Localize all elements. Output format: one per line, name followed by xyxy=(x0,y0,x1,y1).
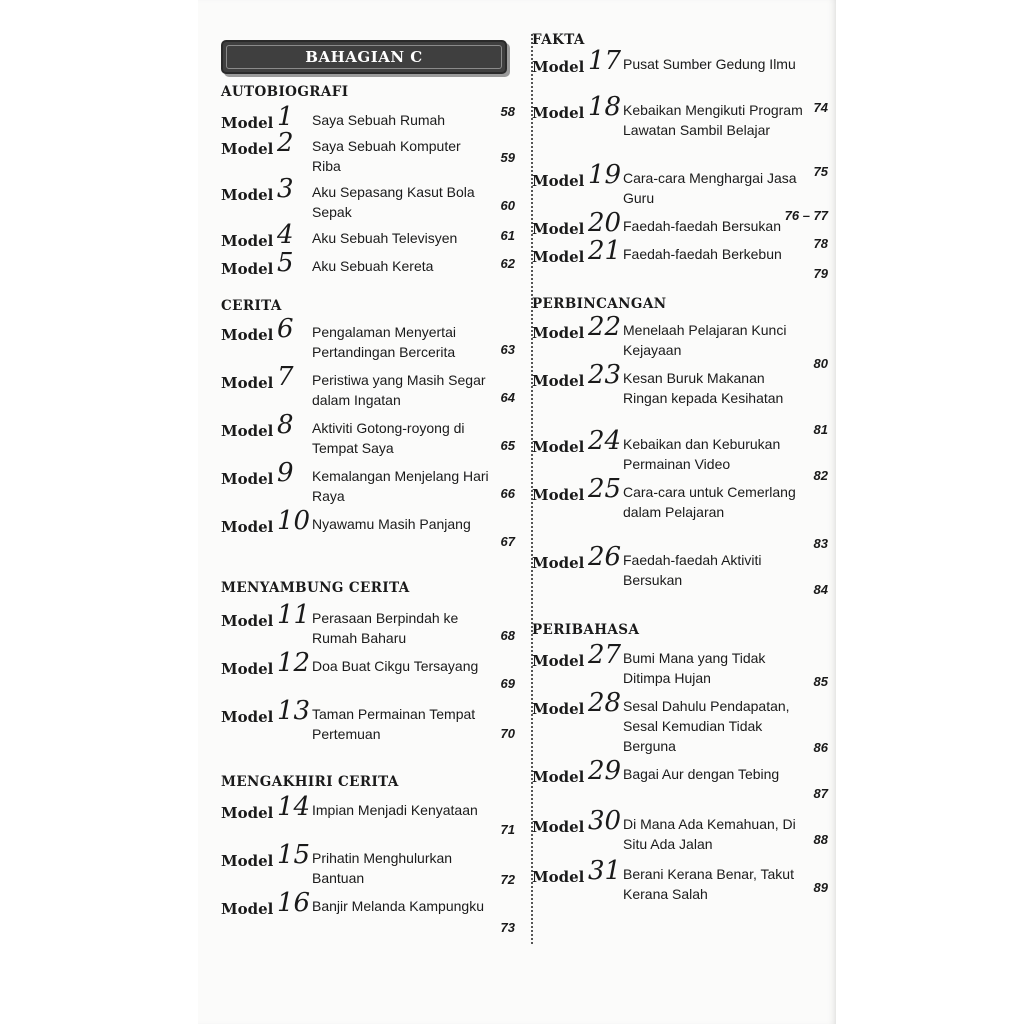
section-heading: FAKTA xyxy=(532,32,585,48)
model-number: 29 xyxy=(588,756,622,786)
model-label: Model xyxy=(532,768,585,786)
toc-entry[interactable] xyxy=(221,174,519,226)
model-number: 25 xyxy=(588,474,622,504)
page-number: 60 xyxy=(500,198,515,213)
toc-entry[interactable] xyxy=(221,128,519,180)
model-number: 2 xyxy=(277,128,294,158)
model-label: Model xyxy=(532,652,585,670)
model-label: Model xyxy=(221,232,274,250)
entry-title: Aku Sebuah Kereta xyxy=(312,258,434,274)
model-label: Model xyxy=(221,140,274,158)
model-label: Model xyxy=(532,58,585,76)
page-number: 67 xyxy=(500,534,515,549)
entry-title: Di Mana Ada Kemahuan, Di Situ Ada Jalan xyxy=(623,816,796,852)
entry-title: Berani Kerana Benar, Takut Kerana Salah xyxy=(623,866,794,902)
toc-entry[interactable] xyxy=(221,648,519,700)
page-number: 86 xyxy=(813,740,828,755)
model-label: Model xyxy=(532,868,585,886)
page-number: 87 xyxy=(813,786,828,801)
model-number: 31 xyxy=(588,856,622,886)
page-number: 61 xyxy=(500,228,515,243)
section-heading: CERITA xyxy=(221,298,282,314)
page-number: 83 xyxy=(813,536,828,551)
entry-title: Banjir Melanda Kampungku xyxy=(312,898,484,914)
page-number: 62 xyxy=(500,256,515,271)
model-label: Model xyxy=(532,438,585,456)
entry-title: Faedah-faedah Bersukan xyxy=(623,218,781,234)
model-number: 27 xyxy=(588,640,622,670)
page-number: 58 xyxy=(500,104,515,119)
toc-entry[interactable] xyxy=(532,640,832,692)
page-number: 79 xyxy=(813,266,828,281)
model-number: 24 xyxy=(588,426,622,456)
entry-title: Cara-cara Menghargai Jasa Guru xyxy=(623,170,797,206)
model-number: 30 xyxy=(588,806,622,836)
model-label: Model xyxy=(221,660,274,678)
page-number: 65 xyxy=(500,438,515,453)
entry-title: Cara-cara untuk Cemerlang dalam Pelajaran xyxy=(623,484,796,520)
page-number: 64 xyxy=(500,390,515,405)
model-number: 12 xyxy=(277,648,311,678)
entry-title: Peristiwa yang Masih Segar dalam Ingatan xyxy=(312,372,486,408)
entry-title: Bumi Mana yang Tidak Ditimpa Hujan xyxy=(623,650,766,686)
entry-title: Saya Sebuah Rumah xyxy=(312,112,446,128)
toc-entry[interactable] xyxy=(532,756,832,808)
model-label: Model xyxy=(532,486,585,504)
entry-title: Kemalangan Menjelang Hari Raya xyxy=(312,468,489,504)
section-heading: PERIBAHASA xyxy=(532,622,640,638)
toc-entry[interactable] xyxy=(532,312,832,371)
toc-entry[interactable] xyxy=(221,600,519,652)
model-label: Model xyxy=(221,326,274,344)
entry-title: Pusat Sumber Gedung Ilmu xyxy=(623,56,796,72)
page-number: 85 xyxy=(813,674,828,689)
model-label: Model xyxy=(221,900,274,918)
entry-title: Impian Menjadi Kenyataan xyxy=(312,802,478,818)
model-number: 18 xyxy=(588,92,622,122)
entry-title: Aku Sebuah Televisyen xyxy=(312,230,458,246)
model-number: 15 xyxy=(277,840,311,870)
toc-entry[interactable] xyxy=(221,314,519,366)
page-number: 70 xyxy=(500,726,515,741)
section-heading: MENGAKHIRI CERITA xyxy=(221,774,399,790)
banner-inner xyxy=(226,45,502,69)
page-number: 80 xyxy=(813,356,828,371)
model-number: 21 xyxy=(588,236,622,266)
page-number: 68 xyxy=(500,628,515,643)
toc-entry[interactable] xyxy=(221,410,519,462)
page-number: 69 xyxy=(500,676,515,691)
entry-title: Doa Buat Cikgu Tersayang xyxy=(312,658,479,674)
toc-entry[interactable] xyxy=(532,688,832,755)
model-number: 4 xyxy=(277,220,294,250)
page-number: 89 xyxy=(813,880,828,895)
page-number: 63 xyxy=(500,342,515,357)
model-number: 5 xyxy=(277,248,294,278)
entry-title: Nyawamu Masih Panjang xyxy=(312,516,471,532)
entry-title: Faedah-faedah Berkebun xyxy=(623,246,782,262)
entry-title: Faedah-faedah Aktiviti Bersukan xyxy=(623,552,762,588)
model-label: Model xyxy=(532,372,585,390)
model-number: 6 xyxy=(277,314,294,344)
model-label: Model xyxy=(221,708,274,726)
model-number: 11 xyxy=(277,600,311,630)
page-number: 81 xyxy=(813,422,828,437)
toc-entry[interactable] xyxy=(221,888,519,940)
page-number: 75 xyxy=(813,164,828,179)
entry-title: Aktiviti Gotong-royong di Tempat Saya xyxy=(312,420,465,456)
section-heading: MENYAMBUNG CERITA xyxy=(221,580,410,596)
model-number: 19 xyxy=(588,160,622,190)
model-label: Model xyxy=(532,700,585,718)
model-label: Model xyxy=(532,324,585,342)
entry-title: Perasaan Berpindah ke Rumah Baharu xyxy=(312,610,459,646)
model-label: Model xyxy=(532,220,585,238)
model-label: Model xyxy=(221,260,274,278)
toc-entry[interactable] xyxy=(532,806,832,858)
model-label: Model xyxy=(221,470,274,488)
page-number: 66 xyxy=(500,486,515,501)
toc-entry[interactable] xyxy=(221,458,519,510)
model-label: Model xyxy=(221,518,274,536)
model-number: 23 xyxy=(588,360,622,390)
model-number: 10 xyxy=(277,506,311,536)
entry-title: Taman Permainan Tempat Pertemuan xyxy=(312,706,476,742)
model-number: 20 xyxy=(588,208,622,238)
entry-title: Saya Sebuah Komputer Riba xyxy=(312,138,461,174)
model-label: Model xyxy=(221,422,274,440)
model-label: Model xyxy=(221,186,274,204)
model-number: 3 xyxy=(277,174,294,204)
model-label: Model xyxy=(532,104,585,122)
page-number: 88 xyxy=(813,832,828,847)
entry-title: Sesal Dahulu Pendapatan, Sesal Kemudian Tidak Berguna xyxy=(623,698,790,754)
model-number: 8 xyxy=(277,410,294,440)
model-number: 28 xyxy=(588,688,622,718)
model-label: Model xyxy=(532,248,585,266)
entry-title: Kesan Buruk Makanan Ringan kepada Kesihatan xyxy=(623,370,784,406)
model-number: 7 xyxy=(277,362,294,392)
model-label: Model xyxy=(221,612,274,630)
model-label: Model xyxy=(532,818,585,836)
page-number: 84 xyxy=(813,582,828,597)
section-heading: PERBINCANGAN xyxy=(532,296,667,312)
section-heading: AUTOBIOGRAFI xyxy=(221,84,349,100)
toc-entry[interactable] xyxy=(221,840,519,892)
toc-entry[interactable] xyxy=(221,248,519,300)
page-number: 74 xyxy=(813,100,828,115)
entry-title: Kebaikan dan Keburukan Permainan Video xyxy=(623,436,781,472)
entry-title: Pengalaman Menyertai Pertandingan Bercerita xyxy=(312,324,456,360)
model-number: 9 xyxy=(277,458,294,488)
model-number: 22 xyxy=(588,312,622,342)
entry-title: Kebaikan Mengikuti Program Lawatan Sambil Belajar xyxy=(623,102,803,138)
page-number: 71 xyxy=(500,822,515,837)
model-label: Model xyxy=(221,114,274,132)
page-number: 59 xyxy=(500,150,515,165)
page-number: 72 xyxy=(500,872,515,887)
toc-entry[interactable] xyxy=(532,856,832,908)
section-banner xyxy=(221,40,507,74)
toc-entry[interactable] xyxy=(221,362,519,414)
model-label: Model xyxy=(532,554,585,572)
entry-title: Menelaah Pelajaran Kunci Kejayaan xyxy=(623,322,787,358)
toc-entry[interactable] xyxy=(221,506,519,558)
banner-title: BAHAGIAN C xyxy=(305,48,423,66)
model-number: 17 xyxy=(588,46,622,76)
model-number: 16 xyxy=(277,888,311,918)
model-label: Model xyxy=(532,172,585,190)
model-number: 1 xyxy=(277,102,294,132)
page-number: 76 – 77 xyxy=(784,208,828,223)
model-number: 13 xyxy=(277,696,311,726)
toc-entry[interactable] xyxy=(221,696,519,748)
entry-title: Bagai Aur dengan Tebing xyxy=(623,766,780,782)
entry-title: Aku Sepasang Kasut Bola Sepak xyxy=(312,184,475,220)
page-number: 73 xyxy=(500,920,515,935)
model-label: Model xyxy=(221,804,274,822)
toc-entry[interactable] xyxy=(221,792,519,844)
page-number: 82 xyxy=(813,468,828,483)
entry-title: Prihatin Menghulurkan Bantuan xyxy=(312,850,453,886)
model-number: 14 xyxy=(277,792,311,822)
model-label: Model xyxy=(221,374,274,392)
page-number: 78 xyxy=(813,236,828,251)
model-number: 26 xyxy=(588,542,622,572)
model-label: Model xyxy=(221,852,274,870)
